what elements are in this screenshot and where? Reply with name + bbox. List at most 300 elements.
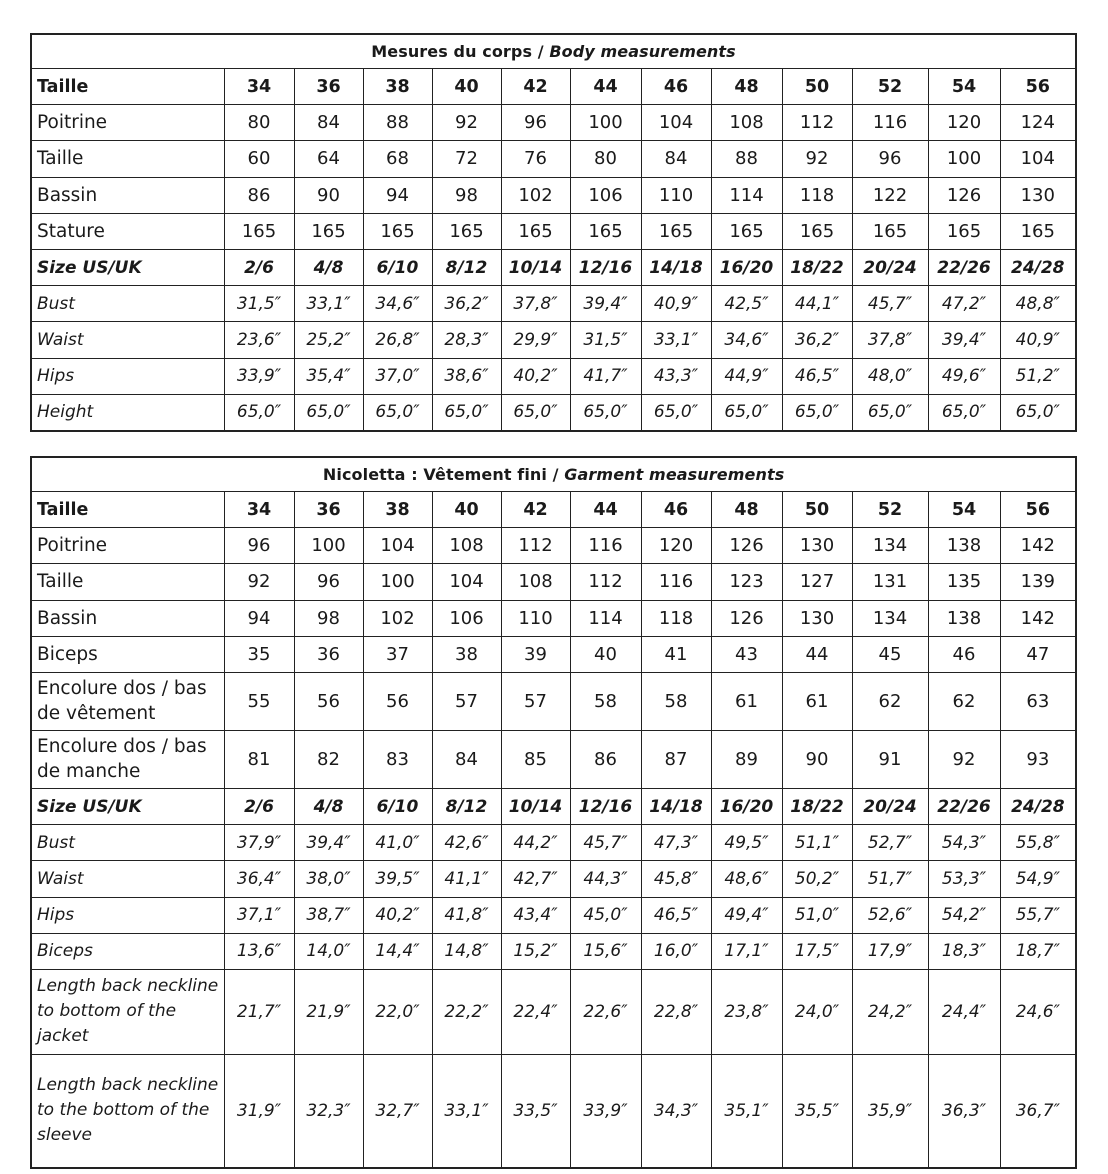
table-cell: 8/12 — [432, 249, 501, 285]
row-label: Poitrine — [31, 528, 224, 564]
table-cell: 40 — [432, 492, 501, 528]
garment-measurements-table — [30, 456, 1077, 1169]
table-cell: 40,2″ — [501, 358, 570, 394]
table-cell: 46 — [641, 492, 711, 528]
row-label: Length back neckline to the bottom of the sleeve — [31, 1054, 224, 1168]
table-cell: 54,2″ — [928, 897, 1000, 933]
table-cell: 47 — [1000, 636, 1076, 672]
row-label: Size US/UK — [31, 788, 224, 824]
table-cell: 44,2″ — [501, 825, 570, 861]
table-cell: 56 — [363, 672, 432, 730]
table-cell: 165 — [852, 213, 928, 249]
table-cell: 87 — [641, 730, 711, 788]
table-cell: 118 — [641, 600, 711, 636]
table-cell: 139 — [1000, 564, 1076, 600]
table-cell: 92 — [432, 105, 501, 141]
table-title — [31, 34, 1076, 69]
table-cell: 40,9″ — [641, 286, 711, 322]
table-cell: 165 — [928, 213, 1000, 249]
metric-row — [31, 213, 1076, 249]
row-label: Length back neckline to bottom of the jacket — [31, 969, 224, 1054]
table-cell: 18,7″ — [1000, 933, 1076, 969]
table-cell: 36,2″ — [432, 286, 501, 322]
table-cell: 118 — [782, 177, 852, 213]
table-cell: 65,0″ — [224, 394, 294, 431]
table-cell: 127 — [782, 564, 852, 600]
table-cell: 35,4″ — [294, 358, 363, 394]
table-title-english: Body measurements — [549, 42, 736, 61]
table-cell: 14/18 — [641, 249, 711, 285]
table-cell: 46,5″ — [782, 358, 852, 394]
table-cell: 38 — [363, 69, 432, 105]
table-cell: 65,0″ — [641, 394, 711, 431]
table-cell: 44 — [782, 636, 852, 672]
row-label: Taille — [31, 141, 224, 177]
table-cell: 55,7″ — [1000, 897, 1076, 933]
table-cell: 108 — [501, 564, 570, 600]
table-cell: 126 — [711, 600, 782, 636]
table-cell: 36 — [294, 636, 363, 672]
row-label: Biceps — [31, 933, 224, 969]
table-cell: 84 — [641, 141, 711, 177]
table-cell: 85 — [501, 730, 570, 788]
table-cell: 46,5″ — [641, 897, 711, 933]
table-cell: 18/22 — [782, 788, 852, 824]
table-cell: 47,3″ — [641, 825, 711, 861]
body-measurements-table — [30, 33, 1077, 432]
table-cell: 114 — [711, 177, 782, 213]
table-cell: 36 — [294, 492, 363, 528]
imperial-row — [31, 322, 1076, 358]
imperial-row — [31, 861, 1076, 897]
table-cell: 45,7″ — [570, 825, 641, 861]
table-cell: 130 — [782, 600, 852, 636]
table-cell: 100 — [294, 528, 363, 564]
table-cell: 38,7″ — [294, 897, 363, 933]
metric-row — [31, 672, 1076, 730]
table-cell: 54 — [928, 69, 1000, 105]
table-cell: 130 — [1000, 177, 1076, 213]
table-cell: 51,2″ — [1000, 358, 1076, 394]
table-cell: 134 — [852, 600, 928, 636]
imperial-row — [31, 897, 1076, 933]
table-cell: 42,7″ — [501, 861, 570, 897]
table-cell: 104 — [432, 564, 501, 600]
table-cell: 36,3″ — [928, 1054, 1000, 1168]
table-cell: 6/10 — [363, 788, 432, 824]
table-cell: 114 — [570, 600, 641, 636]
table-cell: 48 — [711, 69, 782, 105]
table-cell: 16/20 — [711, 249, 782, 285]
table-cell: 94 — [224, 600, 294, 636]
row-label: Hips — [31, 358, 224, 394]
table-cell: 53,3″ — [928, 861, 1000, 897]
table-cell: 49,6″ — [928, 358, 1000, 394]
table-cell: 42,5″ — [711, 286, 782, 322]
table-cell: 142 — [1000, 528, 1076, 564]
table-cell: 104 — [363, 528, 432, 564]
table-cell: 15,2″ — [501, 933, 570, 969]
table-cell: 90 — [294, 177, 363, 213]
imperial-row — [31, 1054, 1076, 1168]
metric-row — [31, 564, 1076, 600]
table-cell: 24,4″ — [928, 969, 1000, 1054]
table-cell: 82 — [294, 730, 363, 788]
table-title-row — [31, 457, 1076, 492]
table-cell: 165 — [294, 213, 363, 249]
table-cell: 34,6″ — [363, 286, 432, 322]
row-label: Stature — [31, 213, 224, 249]
imperial-row — [31, 969, 1076, 1054]
imperial-row — [31, 358, 1076, 394]
table-cell: 96 — [294, 564, 363, 600]
metric-row — [31, 105, 1076, 141]
table-cell: 126 — [928, 177, 1000, 213]
table-cell: 14,8″ — [432, 933, 501, 969]
table-cell: 40,9″ — [1000, 322, 1076, 358]
table-cell: 41,7″ — [570, 358, 641, 394]
metric-row — [31, 528, 1076, 564]
metric-row — [31, 141, 1076, 177]
table-cell: 2/6 — [224, 788, 294, 824]
table-cell: 36,4″ — [224, 861, 294, 897]
table-cell: 32,3″ — [294, 1054, 363, 1168]
table-cell: 22/26 — [928, 788, 1000, 824]
table-cell: 65,0″ — [294, 394, 363, 431]
table-cell: 64 — [294, 141, 363, 177]
metric-row — [31, 730, 1076, 788]
table-cell: 165 — [1000, 213, 1076, 249]
table-cell: 14/18 — [641, 788, 711, 824]
table-cell: 8/12 — [432, 788, 501, 824]
table-cell: 31,9″ — [224, 1054, 294, 1168]
row-label: Hips — [31, 897, 224, 933]
imperial-row — [31, 286, 1076, 322]
table-cell: 39,4″ — [294, 825, 363, 861]
table-cell: 24,0″ — [782, 969, 852, 1054]
table-cell: 92 — [224, 564, 294, 600]
table-cell: 165 — [782, 213, 852, 249]
table-cell: 65,0″ — [1000, 394, 1076, 431]
table-cell: 135 — [928, 564, 1000, 600]
table-cell: 110 — [501, 600, 570, 636]
table-cell: 116 — [570, 528, 641, 564]
row-label: Bassin — [31, 600, 224, 636]
table-cell: 84 — [294, 105, 363, 141]
table-cell: 33,9″ — [570, 1054, 641, 1168]
table-cell: 49,5″ — [711, 825, 782, 861]
table-cell: 20/24 — [852, 788, 928, 824]
table-cell: 96 — [224, 528, 294, 564]
metric-row — [31, 177, 1076, 213]
table-cell: 25,2″ — [294, 322, 363, 358]
row-label: Taille — [31, 69, 224, 105]
table-cell: 49,4″ — [711, 897, 782, 933]
table-cell: 138 — [928, 528, 1000, 564]
row-label: Taille — [31, 492, 224, 528]
table-cell: 10/14 — [501, 249, 570, 285]
table-cell: 50 — [782, 492, 852, 528]
table-cell: 138 — [928, 600, 1000, 636]
table-cell: 104 — [641, 105, 711, 141]
table-cell: 106 — [570, 177, 641, 213]
table-cell: 90 — [782, 730, 852, 788]
imperial-row — [31, 933, 1076, 969]
table-cell: 6/10 — [363, 249, 432, 285]
table-cell: 46 — [641, 69, 711, 105]
table-cell: 62 — [852, 672, 928, 730]
table-cell: 84 — [432, 730, 501, 788]
table-cell: 89 — [711, 730, 782, 788]
table-cell: 93 — [1000, 730, 1076, 788]
table-cell: 106 — [432, 600, 501, 636]
table-cell: 50 — [782, 69, 852, 105]
table-cell: 17,5″ — [782, 933, 852, 969]
table-cell: 100 — [570, 105, 641, 141]
row-label: Waist — [31, 322, 224, 358]
table-cell: 17,9″ — [852, 933, 928, 969]
table-cell: 37,1″ — [224, 897, 294, 933]
imperial-row — [31, 825, 1076, 861]
table-cell: 86 — [224, 177, 294, 213]
table-cell: 43,3″ — [641, 358, 711, 394]
table-cell: 4/8 — [294, 249, 363, 285]
table-title-french: Mesures du corps / — [371, 42, 550, 61]
table-cell: 57 — [432, 672, 501, 730]
metric-row — [31, 600, 1076, 636]
table-cell: 36,2″ — [782, 322, 852, 358]
table-title-row — [31, 34, 1076, 69]
table-cell: 50,2″ — [782, 861, 852, 897]
table-cell: 35 — [224, 636, 294, 672]
table-cell: 40,2″ — [363, 897, 432, 933]
table-cell: 72 — [432, 141, 501, 177]
table-cell: 102 — [501, 177, 570, 213]
table-cell: 22,2″ — [432, 969, 501, 1054]
table-cell: 48,8″ — [1000, 286, 1076, 322]
table-cell: 44,9″ — [711, 358, 782, 394]
table-cell: 57 — [501, 672, 570, 730]
table-cell: 22/26 — [928, 249, 1000, 285]
table-cell: 37,8″ — [501, 286, 570, 322]
table-cell: 32,7″ — [363, 1054, 432, 1168]
table-cell: 28,3″ — [432, 322, 501, 358]
size-header-row — [31, 69, 1076, 105]
table-cell: 52 — [852, 69, 928, 105]
table-cell: 22,4″ — [501, 969, 570, 1054]
table-cell: 43,4″ — [501, 897, 570, 933]
table-cell: 65,0″ — [782, 394, 852, 431]
table-cell: 17,1″ — [711, 933, 782, 969]
table-cell: 44 — [570, 69, 641, 105]
table-cell: 24/28 — [1000, 249, 1076, 285]
table-cell: 96 — [852, 141, 928, 177]
table-cell: 33,9″ — [224, 358, 294, 394]
table-cell: 42 — [501, 69, 570, 105]
table-cell: 21,7″ — [224, 969, 294, 1054]
table-cell: 37,8″ — [852, 322, 928, 358]
table-cell: 96 — [501, 105, 570, 141]
row-label: Waist — [31, 861, 224, 897]
us-size-row — [31, 249, 1076, 285]
table-cell: 40 — [432, 69, 501, 105]
table-cell: 54 — [928, 492, 1000, 528]
table-cell: 55,8″ — [1000, 825, 1076, 861]
table-cell: 44,1″ — [782, 286, 852, 322]
table-cell: 33,5″ — [501, 1054, 570, 1168]
table-cell: 24,6″ — [1000, 969, 1076, 1054]
table-cell: 12/16 — [570, 249, 641, 285]
table-cell: 120 — [641, 528, 711, 564]
table-cell: 65,0″ — [501, 394, 570, 431]
table-cell: 54,9″ — [1000, 861, 1076, 897]
table-cell: 34 — [224, 69, 294, 105]
table-cell: 98 — [432, 177, 501, 213]
table-cell: 51,0″ — [782, 897, 852, 933]
size-header-row — [31, 492, 1076, 528]
table-cell: 88 — [363, 105, 432, 141]
table-cell: 23,8″ — [711, 969, 782, 1054]
table-cell: 60 — [224, 141, 294, 177]
table-cell: 22,8″ — [641, 969, 711, 1054]
table-cell: 31,5″ — [224, 286, 294, 322]
table-cell: 39,4″ — [928, 322, 1000, 358]
table-cell: 46 — [928, 636, 1000, 672]
table-cell: 39,5″ — [363, 861, 432, 897]
table-cell: 10/14 — [501, 788, 570, 824]
table-cell: 45,8″ — [641, 861, 711, 897]
table-cell: 38 — [363, 492, 432, 528]
table-cell: 13,6″ — [224, 933, 294, 969]
row-label: Taille — [31, 564, 224, 600]
table-cell: 37,0″ — [363, 358, 432, 394]
table-cell: 94 — [363, 177, 432, 213]
table-cell: 48,6″ — [711, 861, 782, 897]
table-cell: 22,0″ — [363, 969, 432, 1054]
table-cell: 112 — [782, 105, 852, 141]
table-cell: 24/28 — [1000, 788, 1076, 824]
table-cell: 23,6″ — [224, 322, 294, 358]
table-cell: 112 — [570, 564, 641, 600]
table-cell: 2/6 — [224, 249, 294, 285]
table-cell: 61 — [782, 672, 852, 730]
table-cell: 34,6″ — [711, 322, 782, 358]
table-cell: 35,9″ — [852, 1054, 928, 1168]
row-label: Size US/UK — [31, 249, 224, 285]
row-label: Poitrine — [31, 105, 224, 141]
table-cell: 108 — [711, 105, 782, 141]
table-cell: 92 — [928, 730, 1000, 788]
table-cell: 48,0″ — [852, 358, 928, 394]
table-cell: 52 — [852, 492, 928, 528]
row-label: Bust — [31, 286, 224, 322]
table-cell: 134 — [852, 528, 928, 564]
table-cell: 37,9″ — [224, 825, 294, 861]
table-cell: 110 — [641, 177, 711, 213]
table-cell: 76 — [501, 141, 570, 177]
table-cell: 45,7″ — [852, 286, 928, 322]
table-cell: 39 — [501, 636, 570, 672]
row-label: Height — [31, 394, 224, 431]
table-cell: 43 — [711, 636, 782, 672]
table-cell: 38,6″ — [432, 358, 501, 394]
table-cell: 142 — [1000, 600, 1076, 636]
table-cell: 52,7″ — [852, 825, 928, 861]
table-cell: 56 — [1000, 69, 1076, 105]
table-cell: 47,2″ — [928, 286, 1000, 322]
table-cell: 41 — [641, 636, 711, 672]
table-cell: 122 — [852, 177, 928, 213]
metric-row — [31, 636, 1076, 672]
table-cell: 41,1″ — [432, 861, 501, 897]
table-cell: 83 — [363, 730, 432, 788]
table-cell: 44 — [570, 492, 641, 528]
table-cell: 165 — [501, 213, 570, 249]
table-cell: 39,4″ — [570, 286, 641, 322]
table-cell: 22,6″ — [570, 969, 641, 1054]
table-cell: 35,1″ — [711, 1054, 782, 1168]
table-cell: 86 — [570, 730, 641, 788]
table-cell: 36,7″ — [1000, 1054, 1076, 1168]
table-cell: 92 — [782, 141, 852, 177]
table-cell: 44,3″ — [570, 861, 641, 897]
table-cell: 165 — [570, 213, 641, 249]
table-title-english: Garment measurements — [564, 465, 785, 484]
table-cell: 100 — [928, 141, 1000, 177]
table-cell: 51,7″ — [852, 861, 928, 897]
table-cell: 14,0″ — [294, 933, 363, 969]
table-cell: 24,2″ — [852, 969, 928, 1054]
table-cell: 29,9″ — [501, 322, 570, 358]
table-cell: 21,9″ — [294, 969, 363, 1054]
table-cell: 16,0″ — [641, 933, 711, 969]
table-cell: 102 — [363, 600, 432, 636]
table-cell: 38,0″ — [294, 861, 363, 897]
table-cell: 42,6″ — [432, 825, 501, 861]
table-cell: 35,5″ — [782, 1054, 852, 1168]
table-cell: 80 — [570, 141, 641, 177]
table-cell: 36 — [294, 69, 363, 105]
table-cell: 165 — [363, 213, 432, 249]
table-cell: 165 — [224, 213, 294, 249]
table-cell: 4/8 — [294, 788, 363, 824]
table-cell: 165 — [432, 213, 501, 249]
table-cell: 20/24 — [852, 249, 928, 285]
table-cell: 56 — [1000, 492, 1076, 528]
table-cell: 165 — [641, 213, 711, 249]
table-cell: 58 — [570, 672, 641, 730]
table-cell: 18,3″ — [928, 933, 1000, 969]
row-label: Biceps — [31, 636, 224, 672]
table-cell: 130 — [782, 528, 852, 564]
table-cell: 116 — [641, 564, 711, 600]
row-label: Encolure dos / bas de manche — [31, 730, 224, 788]
table-cell: 37 — [363, 636, 432, 672]
table-cell: 45,0″ — [570, 897, 641, 933]
row-label: Encolure dos / bas de vêtement — [31, 672, 224, 730]
table-cell: 91 — [852, 730, 928, 788]
table-cell: 56 — [294, 672, 363, 730]
table-cell: 41,0″ — [363, 825, 432, 861]
table-cell: 14,4″ — [363, 933, 432, 969]
table-cell: 65,0″ — [432, 394, 501, 431]
table-cell: 34,3″ — [641, 1054, 711, 1168]
table-cell: 33,1″ — [432, 1054, 501, 1168]
table-cell: 61 — [711, 672, 782, 730]
table-cell: 65,0″ — [570, 394, 641, 431]
table-cell: 65,0″ — [928, 394, 1000, 431]
table-cell: 165 — [711, 213, 782, 249]
